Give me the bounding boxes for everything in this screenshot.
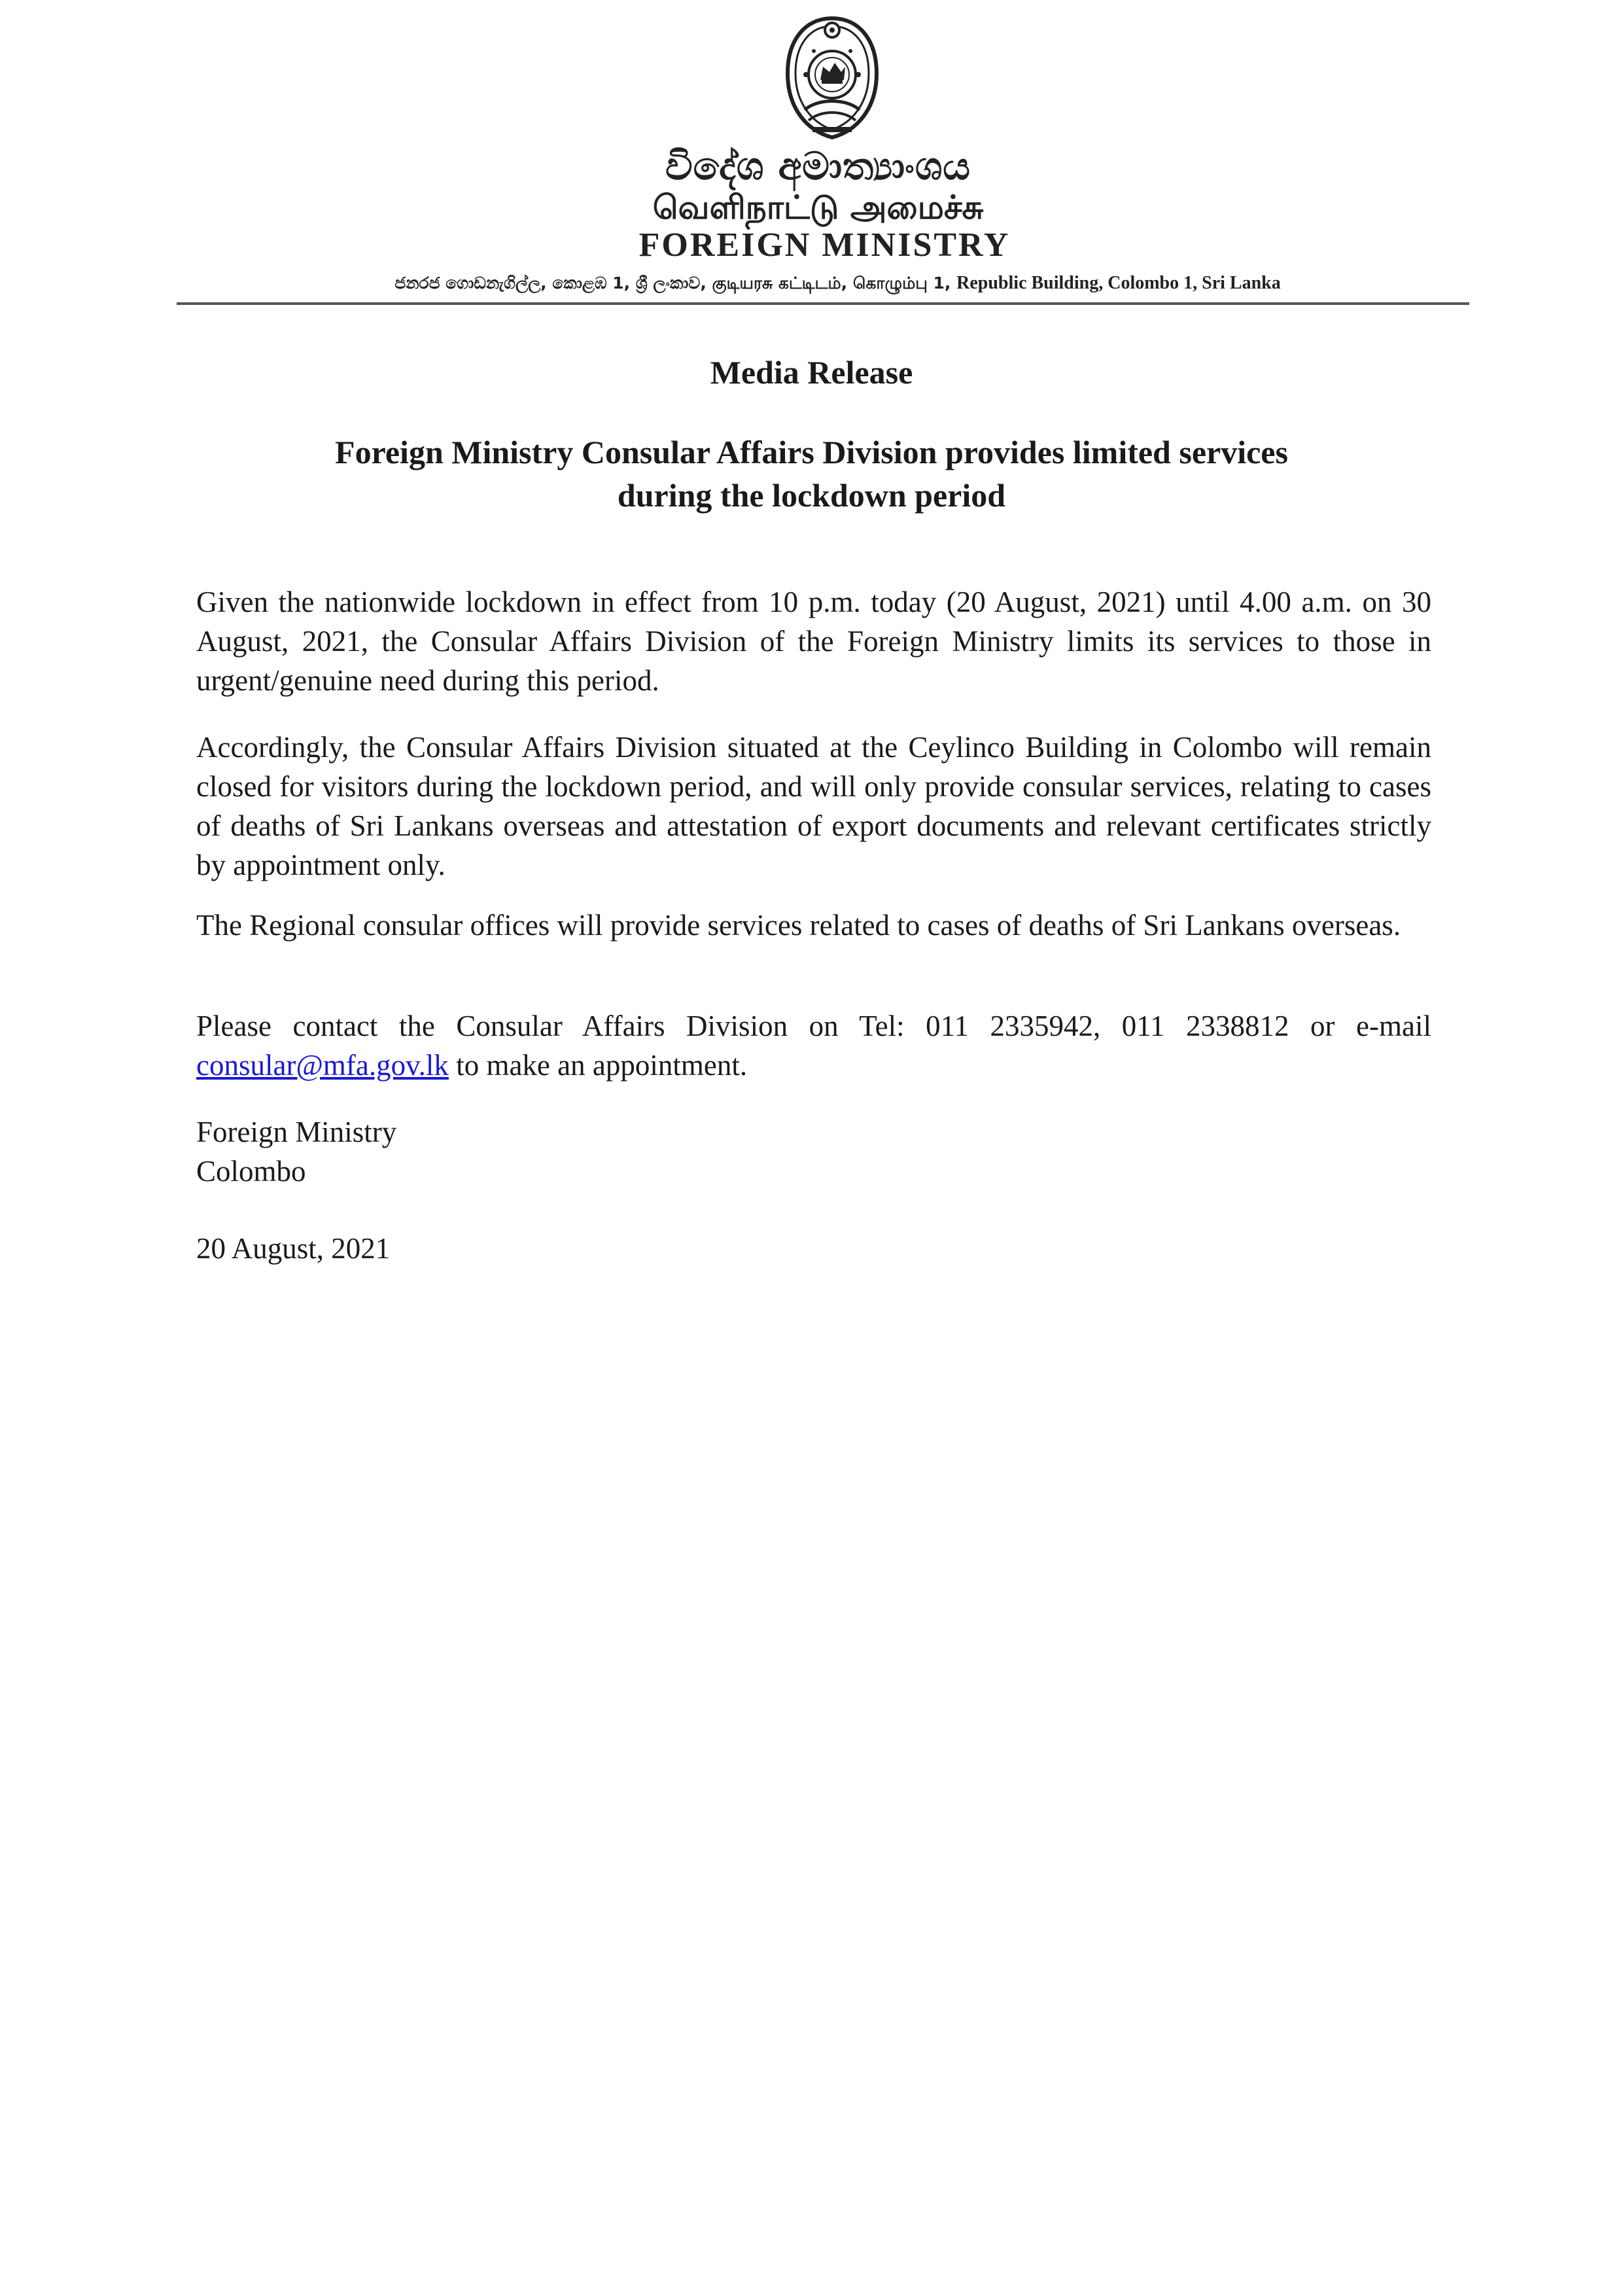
contact-prefix: Please contact the Consular Affairs Division on Tel: 011 2335942, 011 2338812 or e-mail [196,1010,1431,1042]
ministry-address [0,273,1623,295]
contact-paragraph [196,1006,1431,1085]
ministry-name-english: FOREIGN MINISTRY [638,226,1011,264]
consular-email-link[interactable]: consular@mfa.gov.lk [196,1049,449,1082]
ministry-name-sinhala: විදේශ අමාත්‍යාංශය [665,144,971,188]
body-paragraph-2: Accordingly, the Consular Affairs Division situated at the Ceylinco Building in Colombo will remain closed for visitors during the lockdown period, and will only provide consular services, relating to cases of deaths of Sri Lankans overseas and attestation of export documents and relevant certificates strictly by appointment only. [196,731,1431,881]
release-date: 20 August, 2021 [196,1232,391,1265]
address-sinhala: ජනරජ ගොඩනැගිල්ල, කොළඹ 1, ශ්‍රී ලංකාව, [394,274,707,292]
body-paragraph-3: The Regional consular offices will provide services related to cases of deaths of Sri Lankans overseas. [196,909,1401,942]
headline-line-1: Foreign Ministry Consular Affairs Division provides limited services [335,434,1288,470]
signature-organization: Foreign Ministry [196,1116,397,1148]
letterhead [0,0,1623,308]
contact-suffix: to make an appointment. [448,1049,748,1082]
headline-line-2: during the lockdown period [617,477,1006,514]
sri-lanka-state-emblem-icon [767,12,898,143]
ministry-name-tamil: வெளிநாட்டு அமைச்சு [652,188,984,226]
signature-city: Colombo [196,1155,306,1188]
letterhead-divider [177,302,1469,305]
address-english: Republic Building, Colombo 1, Sri Lanka [956,273,1281,293]
address-tamil: குடியரசு கட்டிடம், கொழும்பு 1, [712,274,951,292]
document-label: Media Release [710,354,913,391]
body-paragraph-1: Given the nationwide lockdown in effect from 10 p.m. today (20 August, 2021) until 4.00 a.m. on 30 August, 2021, the Consular Affairs Division of the Foreign Ministry limits its services to those in urgent/genuine need during this period. [196,586,1431,697]
